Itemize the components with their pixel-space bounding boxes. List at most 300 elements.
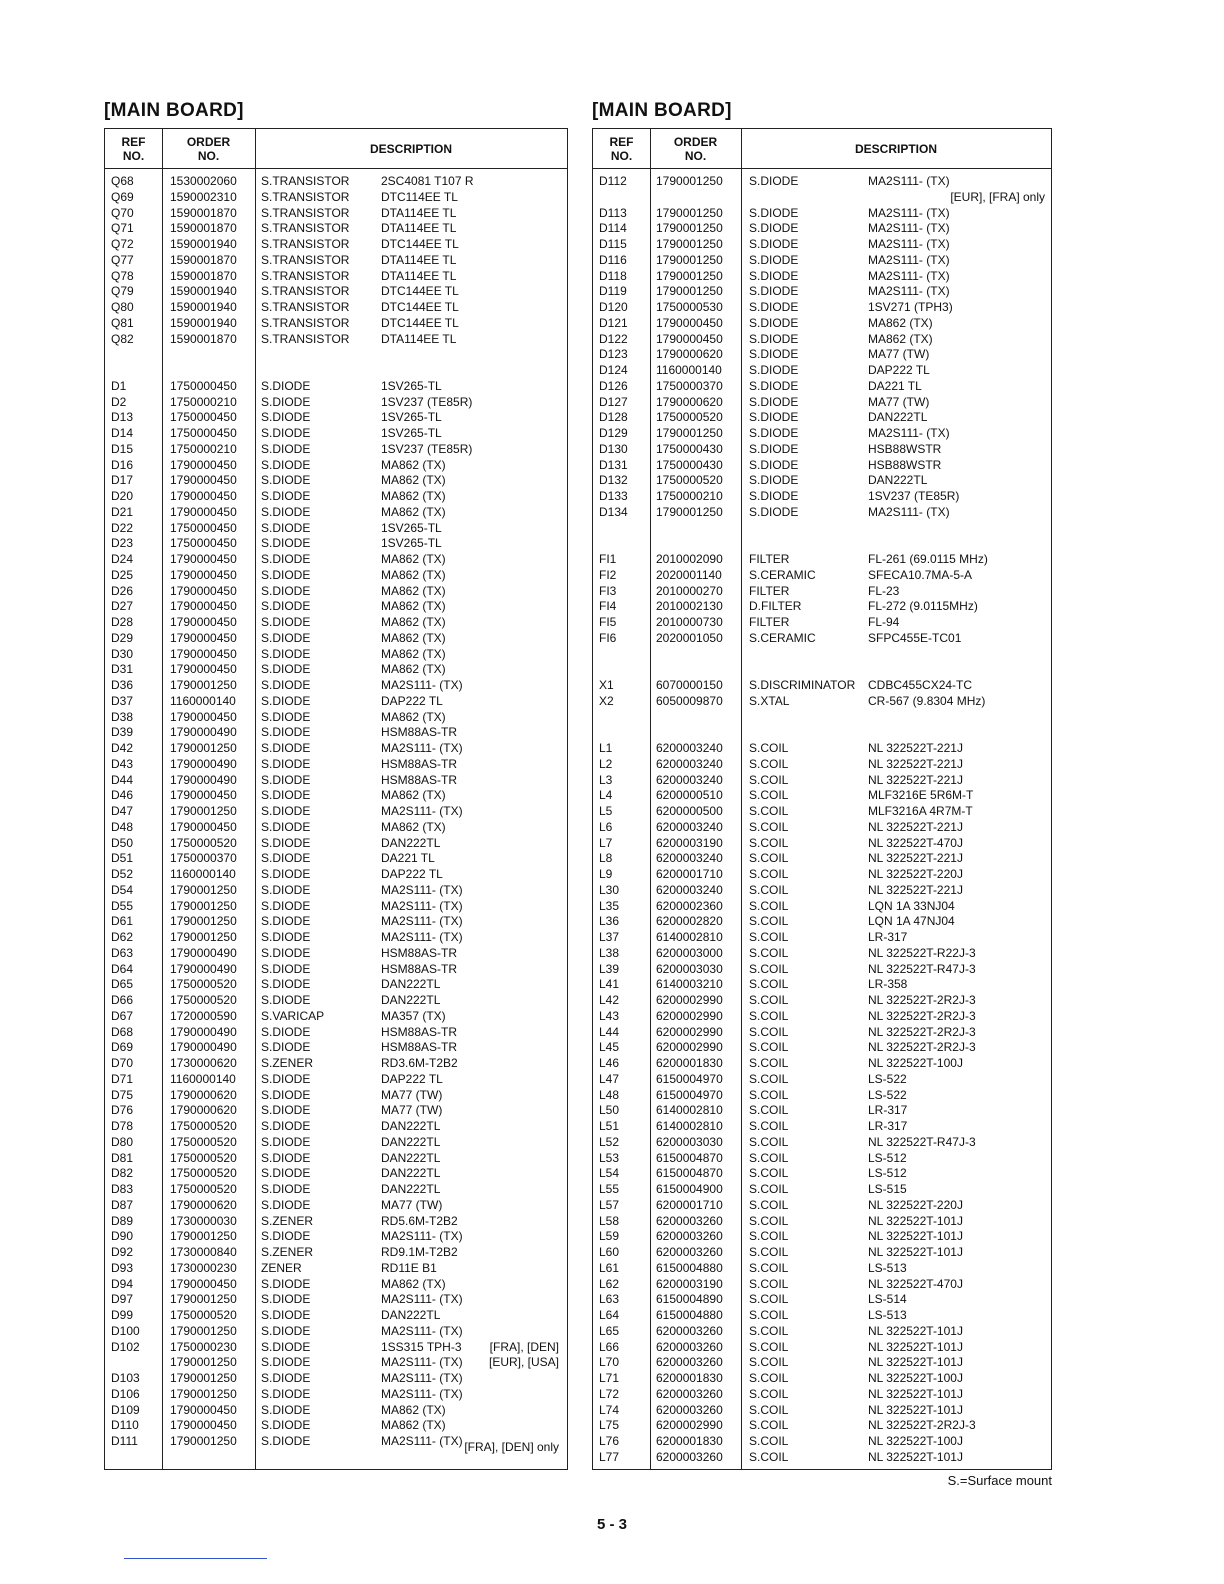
ref-no-cell: FI1 [599, 552, 617, 566]
part-desc-cell: DAP222 TL [381, 867, 443, 881]
ref-no-cell: D13 [111, 410, 134, 425]
table-row [105, 961, 567, 977]
ref-no-cell: L74 [599, 1402, 620, 1417]
part-desc-cell: HSM88AS-TR [381, 725, 458, 740]
part-type-cell: S.DIODE [261, 630, 311, 645]
order-no-cell: 1790000450 [170, 567, 237, 582]
table-row [593, 756, 1051, 772]
part-type-cell: S.DIODE [749, 237, 799, 251]
ref-no-cell: L36 [599, 914, 620, 929]
part-desc-cell: MA2S111- (TX) [381, 804, 463, 818]
left-section-title: [MAIN BOARD] [104, 100, 244, 121]
part-desc-cell: NL 322522T-221J [868, 819, 963, 834]
order-no-cell: 1790001250 [170, 882, 237, 897]
order-no-cell: 1790001250 [656, 268, 723, 283]
table-row [593, 898, 1051, 914]
part-type-cell: S.COIL [749, 1008, 789, 1023]
part-type-cell: S.COIL [749, 1150, 789, 1165]
part-desc-cell: HSB88WSTR [868, 441, 942, 456]
part-desc-cell: DTC144EE TL [381, 284, 459, 299]
ref-no-cell: L30 [599, 882, 620, 897]
order-no-cell: 1790001250 [170, 804, 237, 818]
part-desc-cell: NL 322522T-R47J-3 [868, 961, 976, 976]
order-no-cell: 1750000520 [170, 993, 237, 1007]
ref-no-cell: L45 [599, 1040, 620, 1055]
ref-no-cell: L62 [599, 1276, 620, 1291]
part-desc-cell: NL 322522T-R47J-3 [868, 1134, 976, 1149]
order-no-cell: 6200002820 [656, 914, 723, 929]
ref-no-cell: L8 [599, 851, 613, 866]
part-type-cell: FILTER [749, 615, 790, 629]
table-row [593, 1039, 1051, 1055]
ref-no-cell: L63 [599, 1292, 620, 1307]
order-no-cell: 6200001830 [656, 1056, 723, 1070]
header-divider [593, 168, 1051, 169]
order-no-cell: 6200002990 [656, 993, 723, 1007]
ref-no-cell: L59 [599, 1229, 620, 1244]
ref-no-cell: D39 [111, 725, 134, 740]
order-no-cell: 1790001250 [170, 678, 237, 692]
table-row [105, 1244, 567, 1260]
part-desc-cell: MA862 (TX) [381, 599, 446, 614]
ref-no-cell: D97 [111, 1292, 134, 1307]
part-desc-cell: NL 322522T-2R2J-3 [868, 1418, 976, 1433]
ref-no-cell: D42 [111, 741, 134, 755]
part-type-cell: S.ZENER [261, 1245, 314, 1259]
part-type-cell: S.DIODE [261, 930, 311, 944]
table-row [593, 1071, 1051, 1087]
ref-no-cell: Q68 [111, 174, 134, 188]
table-row [105, 1165, 567, 1181]
part-type-cell: S.DIODE [749, 394, 799, 409]
order-no-cell: 1590001870 [170, 268, 237, 283]
order-no-cell: 1790000620 [170, 1197, 237, 1212]
part-desc-cell: MA77 (TW) [868, 394, 930, 409]
part-type-cell: S.DIODE [261, 725, 311, 740]
part-type-cell: S.COIL [749, 1056, 789, 1070]
ref-no-cell: Q80 [111, 300, 134, 314]
table-row [105, 1181, 567, 1197]
table-row [105, 504, 567, 520]
part-type-cell: S.DIODE [261, 536, 311, 551]
part-desc-cell: HSM88AS-TR [381, 756, 458, 771]
ref-no-cell: D122 [599, 331, 628, 346]
part-type-cell: S.TRANSISTOR [261, 284, 350, 299]
part-desc-cell: 1SV237 (TE85R) [381, 394, 473, 409]
ref-no-cell: L66 [599, 1339, 620, 1354]
part-type-cell: S.DIODE [749, 221, 799, 236]
ref-no-cell: D90 [111, 1229, 134, 1244]
part-type-cell: S.DIODE [261, 473, 311, 488]
part-desc-cell: MA77 (TW) [868, 347, 930, 362]
table-row [593, 315, 1051, 331]
ref-no-cell: FI3 [599, 583, 617, 598]
part-type-cell: S.DIODE [261, 410, 311, 425]
part-desc-cell: RD11E B1 [381, 1260, 437, 1275]
order-no-cell: 1790000450 [170, 1402, 237, 1417]
part-type-cell: S.DIODE [261, 867, 311, 881]
ref-no-cell: D27 [111, 599, 134, 614]
table-row [593, 772, 1051, 788]
part-type-cell: S.TRANSISTOR [261, 174, 350, 188]
ref-no-cell: L47 [599, 1071, 620, 1086]
part-desc-cell: MA2S111- (TX) [868, 237, 950, 251]
part-desc-cell: DAN222TL [381, 1308, 441, 1322]
description-header [741, 129, 1051, 168]
table-row [593, 1150, 1051, 1166]
part-desc-cell: 1SV265-TL [381, 378, 442, 393]
part-desc-cell: DAN222TL [381, 977, 441, 992]
part-type-cell: S.COIL [749, 1402, 789, 1417]
part-type-cell: S.DIODE [261, 1229, 311, 1244]
part-type-cell: S.VARICAP [261, 1008, 325, 1023]
table-row [593, 1417, 1051, 1433]
order-no-cell: 6200003260 [656, 1449, 723, 1464]
part-type-cell: S.COIL [749, 788, 789, 803]
order-no-cell: 1730000620 [170, 1056, 237, 1070]
table-row [105, 441, 567, 457]
part-desc-cell: MA862 (TX) [381, 662, 446, 677]
ref-no-cell: D87 [111, 1197, 134, 1212]
ref-no-cell: FI2 [599, 567, 617, 582]
order-header-line2: NO. [197, 148, 220, 163]
part-desc-cell: LR-317 [868, 1103, 908, 1118]
order-no-cell: 1790000450 [170, 489, 237, 503]
ref-no-cell: D131 [599, 457, 628, 472]
part-desc-cell: MA862 (TX) [381, 457, 446, 472]
ref-no-cell: D94 [111, 1276, 134, 1291]
order-no-cell: 1750000450 [170, 410, 237, 425]
order-no-cell: 1790000450 [656, 315, 723, 330]
part-desc-cell: DA221 TL [381, 851, 435, 866]
surface-mount-footnote: S.=Surface mount [947, 1473, 1052, 1488]
part-desc-cell: 1SV265-TL [381, 426, 442, 440]
table-row [593, 1118, 1051, 1134]
ref-no-cell: L42 [599, 993, 620, 1007]
part-type-cell: S.COIL [749, 1245, 789, 1259]
ref-no-cell: FI5 [599, 615, 617, 629]
order-no-cell: 1790001250 [170, 914, 237, 929]
order-no-cell: 6200001830 [656, 1371, 723, 1385]
part-desc-cell: NL 322522T-221J [868, 772, 963, 787]
table-row [105, 1118, 567, 1134]
table-row [593, 1402, 1051, 1418]
table-row [105, 189, 567, 205]
part-desc-cell: FL-23 [868, 583, 900, 598]
ref-no-cell: L54 [599, 1166, 620, 1181]
part-desc-cell: LS-513 [868, 1308, 907, 1322]
order-no-cell: 6200003260 [656, 1229, 723, 1244]
order-no-cell: 1790001250 [656, 426, 723, 440]
part-type-cell: S.COIL [749, 867, 789, 881]
part-type-cell: S.DIODE [261, 1119, 311, 1133]
ref-no-cell: Q77 [111, 252, 134, 267]
order-no-cell: 6200001710 [656, 1197, 723, 1212]
order-no-cell: 1790001250 [170, 898, 237, 913]
ref-no-cell: D70 [111, 1056, 134, 1070]
part-type-cell: S.DIODE [261, 977, 311, 992]
order-no-cell: 1750000520 [170, 1166, 237, 1181]
order-no-cell: 6200003260 [656, 1245, 723, 1259]
table-row [593, 866, 1051, 882]
part-type-cell: S.CERAMIC [749, 630, 816, 645]
order-no-cell: 1750000230 [170, 1339, 237, 1354]
ref-no-cell: D29 [111, 630, 134, 645]
ref-no-cell: D2 [111, 394, 127, 409]
order-no-cell: 1790000450 [170, 552, 237, 566]
ref-no-cell: D121 [599, 315, 628, 330]
order-no-cell: 6200003190 [656, 835, 723, 850]
table-row [593, 220, 1051, 236]
part-desc-cell: MA862 (TX) [381, 504, 446, 519]
order-no-cell: 6140002810 [656, 1119, 723, 1133]
footer-rule [124, 1558, 267, 1559]
table-row [105, 819, 567, 835]
table-row [105, 268, 567, 284]
order-no-cell: 6200002990 [656, 1418, 723, 1433]
table-row [105, 724, 567, 740]
order-no-cell: 6200003260 [656, 1339, 723, 1354]
ref-no-cell: D120 [599, 300, 628, 314]
ref-no-cell: L58 [599, 1213, 620, 1228]
part-desc-cell: MA862 (TX) [381, 583, 446, 598]
table-row [105, 1354, 567, 1370]
ref-no-cell: D92 [111, 1245, 134, 1259]
part-desc-cell: DAN222TL [381, 1182, 441, 1196]
part-type-cell: S.DIODE [749, 174, 799, 188]
part-type-cell: S.DIODE [261, 1134, 311, 1149]
part-desc-cell: CR-567 (9.8304 MHz) [868, 693, 986, 708]
part-desc-cell: MLF3216A 4R7M-T [868, 804, 973, 818]
order-no-cell: 2010002090 [656, 552, 723, 566]
part-type-cell: S.COIL [749, 945, 789, 960]
order-no-cell: 6140003210 [656, 977, 723, 992]
ref-no-cell: L64 [599, 1308, 620, 1322]
table-row [593, 378, 1051, 394]
ref-no-cell: D126 [599, 378, 628, 393]
part-desc-cell: MA2S111- (TX) [868, 221, 950, 236]
order-no-cell: 1590001940 [170, 284, 237, 299]
part-type-cell: S.COIL [749, 1182, 789, 1196]
part-desc-cell: NL 322522T-2R2J-3 [868, 1024, 976, 1039]
part-desc-cell: NL 322522T-101J [868, 1355, 963, 1370]
table-row [593, 709, 1051, 725]
part-type-cell: S.COIL [749, 1371, 789, 1385]
part-type-cell: S.DIODE [261, 756, 311, 771]
part-type-cell: S.DIODE [261, 945, 311, 960]
order-no-cell: 6200003240 [656, 756, 723, 771]
order-no-cell: 6200003240 [656, 851, 723, 866]
order-no-cell: 1790001250 [656, 174, 723, 188]
header-divider [105, 168, 567, 169]
part-desc-cell: MA77 (TW) [381, 1103, 443, 1118]
ref-no-cell: D23 [111, 536, 134, 551]
order-no-cell: 6140002810 [656, 930, 723, 944]
description-header-label: DESCRIPTION [854, 141, 937, 156]
part-desc-cell: HSM88AS-TR [381, 1024, 458, 1039]
order-no-cell: 6070000150 [656, 678, 723, 692]
part-type-cell: S.DIODE [749, 268, 799, 283]
order-no-cell: 6050009870 [656, 693, 723, 708]
order-no-cell: 1750000520 [170, 1182, 237, 1196]
part-desc-cell: DAN222TL [381, 1166, 441, 1181]
order-no-cell: 6200003260 [656, 1213, 723, 1228]
ref-no-cell: L53 [599, 1150, 620, 1165]
order-no-cell: 6150004890 [656, 1292, 723, 1307]
part-desc-cell: DAP222 TL [381, 1071, 443, 1086]
ref-no-cell: L39 [599, 961, 620, 976]
table-row [593, 614, 1051, 630]
part-desc-cell: DAN222TL [381, 1119, 441, 1133]
order-no-cell: 1790000450 [170, 819, 237, 834]
ref-no-cell: L3 [599, 772, 613, 787]
table-row [105, 1228, 567, 1244]
table-row [105, 677, 567, 693]
order-no-cell: 6200003260 [656, 1402, 723, 1417]
part-type-cell: S.DIODE [261, 1276, 311, 1291]
table-row [105, 1402, 567, 1418]
part-type-cell: S.DIODE [749, 378, 799, 393]
part-type-cell: S.COIL [749, 1166, 789, 1181]
part-desc-cell: NL 322522T-101J [868, 1449, 963, 1464]
part-desc-cell: MLF3216E 5R6M-T [868, 788, 974, 803]
part-type-cell: S.COIL [749, 898, 789, 913]
ref-no-cell: D89 [111, 1213, 134, 1228]
part-desc-cell: MA2S111- (TX) [868, 205, 950, 220]
table-row [105, 567, 567, 583]
part-desc-cell: MA2S111- (TX) [381, 741, 463, 755]
order-no-cell: 1160000140 [170, 1071, 236, 1086]
order-no-cell: 1750000520 [656, 410, 723, 425]
part-desc-cell: DAN222TL [381, 1150, 441, 1165]
table-row [105, 772, 567, 788]
part-type-cell: S.COIL [749, 1071, 789, 1086]
ref-no-cell: D112 [599, 174, 627, 188]
order-no-cell: 1790000450 [170, 662, 237, 677]
part-type-cell: S.TRANSISTOR [261, 237, 350, 251]
table-row [593, 913, 1051, 929]
table-row [593, 1197, 1051, 1213]
order-no-cell: 1790001250 [170, 1323, 237, 1338]
part-type-cell: S.DIODE [261, 993, 311, 1007]
part-type-cell: S.DIODE [749, 504, 799, 519]
part-desc-cell: MA862 (TX) [381, 819, 446, 834]
table-row [105, 252, 567, 268]
order-header-line2: NO. [684, 148, 707, 163]
part-type-cell: S.TRANSISTOR [261, 221, 350, 236]
part-type-cell: S.DIODE [261, 819, 311, 834]
page-number: 5 - 3 [596, 1516, 627, 1533]
ref-no-cell: Q69 [111, 189, 134, 204]
ref-header-line2: NO. [610, 148, 633, 163]
table-row [593, 819, 1051, 835]
part-type-cell: S.DIODE [261, 1024, 311, 1039]
ref-no-cell: Q82 [111, 331, 134, 346]
part-type-cell: S.DIODE [261, 426, 311, 440]
ref-no-cell: D127 [599, 394, 628, 409]
ref-no-cell: L75 [599, 1418, 620, 1433]
part-desc-cell: DTA114EE TL [381, 268, 457, 283]
table-row [593, 425, 1051, 441]
table-row [593, 236, 1051, 252]
ref-no-cell: L61 [599, 1260, 620, 1275]
table-row [105, 992, 567, 1008]
order-no-header [162, 129, 255, 168]
order-no-cell: 6150004900 [656, 1182, 723, 1196]
table-row [593, 268, 1051, 284]
order-no-cell: 1790001250 [170, 1371, 237, 1385]
table-row [105, 1102, 567, 1118]
ref-no-cell: L2 [599, 756, 613, 771]
table-row [105, 1008, 567, 1024]
part-type-cell: S.DIODE [261, 1103, 311, 1118]
table-row [105, 913, 567, 929]
table-row [105, 315, 567, 331]
part-desc-cell: FL-261 (69.0115 MHz) [868, 552, 988, 566]
ref-no-cell: D46 [111, 788, 134, 803]
part-desc-cell: MA2S111- (TX) [381, 1371, 463, 1385]
order-no-cell: 6200002990 [656, 1040, 723, 1055]
part-type-cell: S.DIODE [749, 410, 799, 425]
ref-header-line2: NO. [122, 148, 145, 163]
part-type-cell: S.TRANSISTOR [261, 205, 350, 220]
order-no-cell: 1790000450 [170, 630, 237, 645]
part-type-cell: S.DIODE [261, 1071, 311, 1086]
part-desc-cell: NL 322522T-2R2J-3 [868, 1008, 976, 1023]
part-desc-cell: NL 322522T-470J [868, 835, 963, 850]
part-type-cell: S.COIL [749, 1292, 789, 1307]
part-desc-cell: NL 322522T-221J [868, 741, 963, 755]
part-type-cell: S.DIODE [261, 914, 311, 929]
table-row [593, 252, 1051, 268]
ref-no-cell: D114 [599, 221, 627, 236]
description-header-label: DESCRIPTION [369, 141, 452, 156]
table-row [105, 945, 567, 961]
table-row [593, 189, 1051, 205]
part-type-cell: S.COIL [749, 1229, 789, 1244]
ref-no-cell: D116 [599, 252, 627, 267]
table-row [593, 1433, 1051, 1449]
part-type-cell: S.DIODE [261, 1292, 311, 1307]
table-row [105, 1260, 567, 1276]
part-type-cell: S.DIODE [261, 741, 311, 755]
order-no-cell: 1790000490 [170, 725, 237, 740]
part-desc-cell: NL 322522T-221J [868, 851, 963, 866]
ref-no-cell: L6 [599, 819, 613, 834]
order-no-cell: 1590001870 [170, 252, 237, 267]
ref-no-cell: Q78 [111, 268, 134, 283]
table-row [593, 472, 1051, 488]
ref-no-cell: L48 [599, 1087, 620, 1102]
ref-no-cell: L76 [599, 1434, 620, 1448]
order-no-cell: 6140002810 [656, 1103, 723, 1118]
ref-no-cell: L50 [599, 1103, 620, 1118]
ref-no-cell: L44 [599, 1024, 620, 1039]
part-desc-cell: LS-512 [868, 1150, 907, 1165]
ref-no-cell: D62 [111, 930, 134, 944]
part-desc-cell: DAP222 TL [381, 693, 443, 708]
part-desc-cell: RD3.6M-T2B2 [381, 1056, 458, 1070]
part-type-cell: S.DIODE [749, 363, 799, 377]
table-row [105, 535, 567, 551]
part-type-cell: S.DIODE [749, 284, 799, 299]
part-desc-cell: MA2S111- (TX) [868, 284, 950, 299]
part-desc-cell: NL 322522T-100J [868, 1056, 963, 1070]
part-type-cell: S.COIL [749, 961, 789, 976]
order-no-cell: 6200000500 [656, 804, 723, 818]
table-row [105, 1024, 567, 1040]
ref-no-cell: D64 [111, 961, 134, 976]
